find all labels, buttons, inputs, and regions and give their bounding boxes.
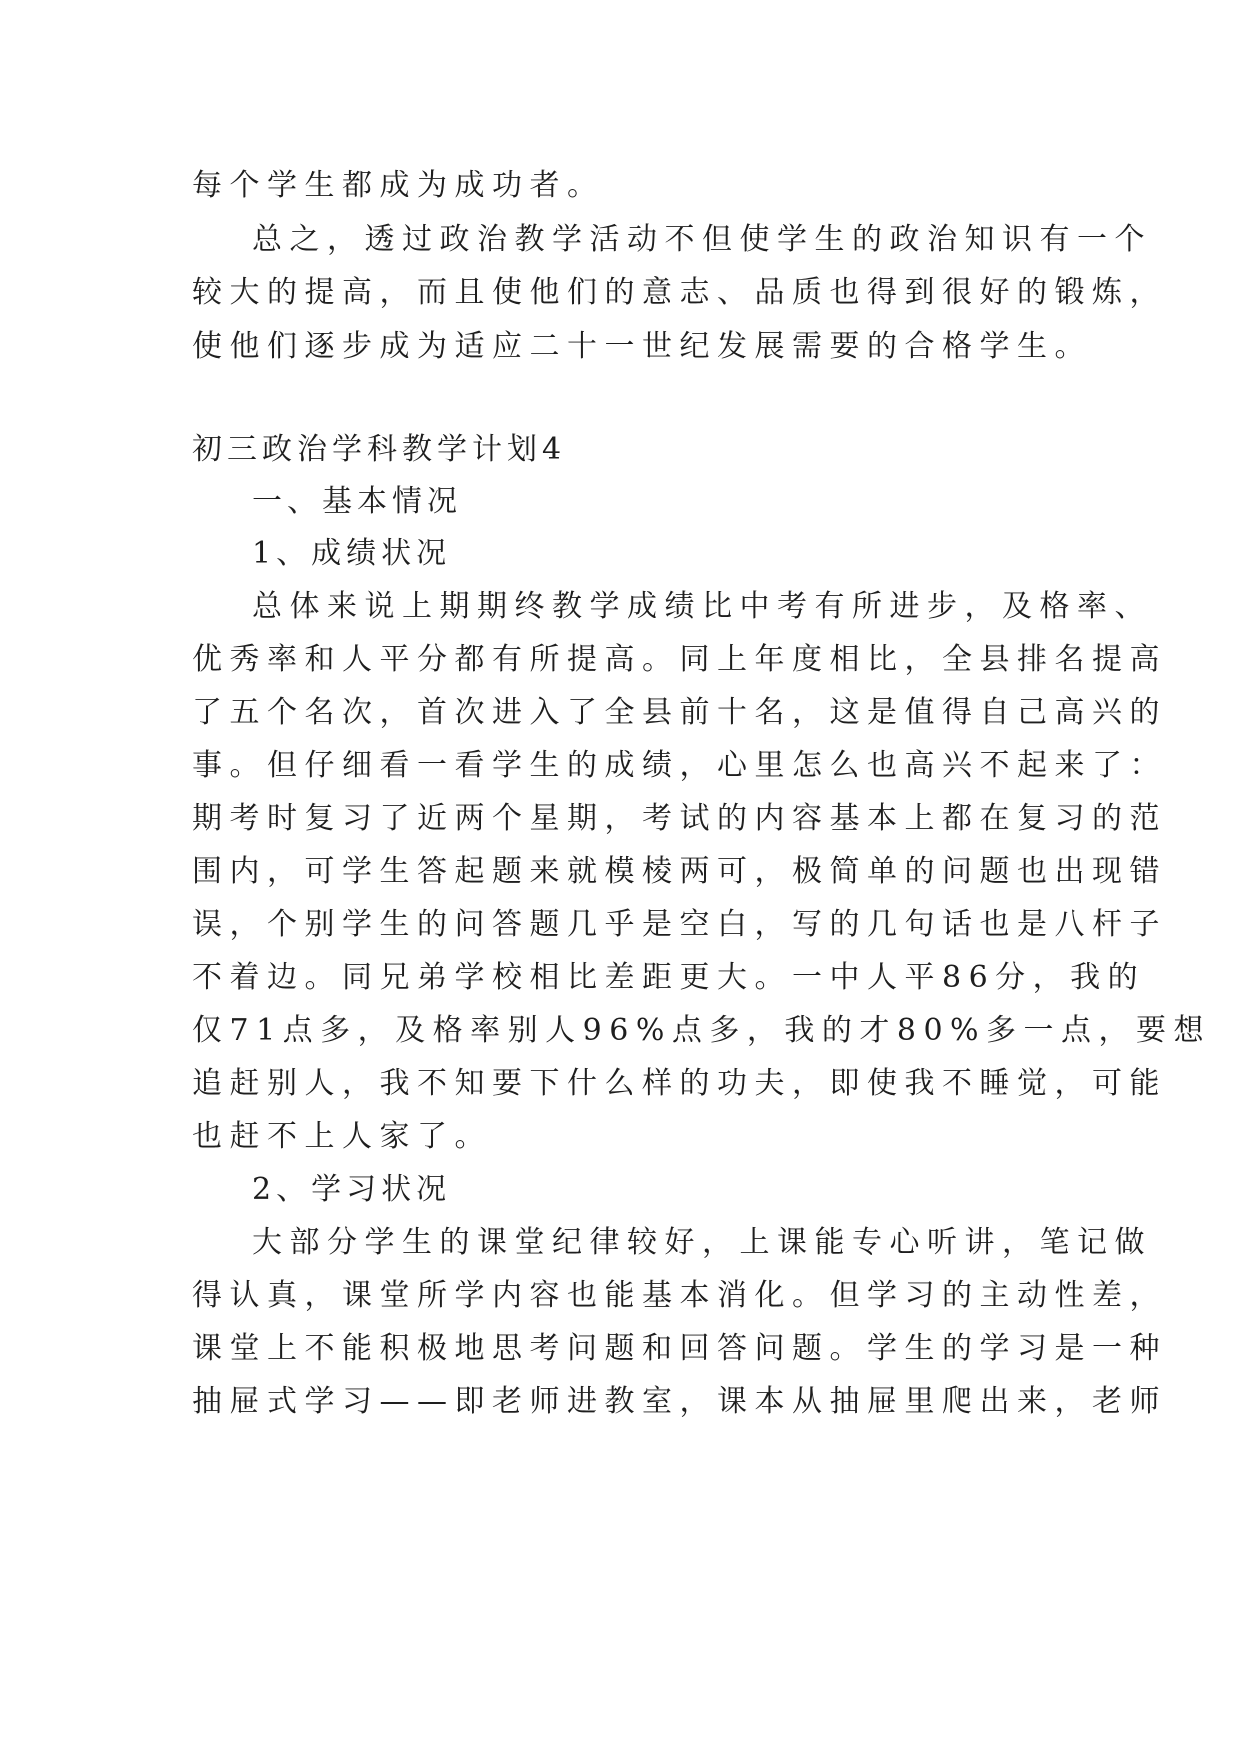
subsection-heading: 1、成绩状况 [252,536,452,571]
paragraph-line: 误，个别学生的问答题几乎是空白，写的几句话也是八杆子 [192,907,1167,942]
paragraph-line: 期考时复习了近两个星期，考试的内容基本上都在复习的范 [192,801,1167,836]
subsection-heading: 2、学习状况 [252,1172,452,1207]
paragraph-line: 优秀率和人平分都有所提高。同上年度相比，全县排名提高 [192,642,1167,677]
paragraph-line: 也赶不上人家了。 [192,1119,492,1154]
paragraph-line: 课堂上不能积极地思考问题和回答问题。学生的学习是一种 [192,1331,1167,1366]
paragraph-line: 围内，可学生答起题来就模棱两可，极简单的问题也出现错 [192,854,1167,889]
paragraph-line: 较大的提高，而且使他们的意志、品质也得到很好的锻炼， [192,275,1167,310]
paragraph-line: 事。但仔细看一看学生的成绩，心里怎么也高兴不起来了： [192,748,1167,783]
paragraph-line: 抽屉式学习——即老师进教室，课本从抽屉里爬出来，老师 [192,1384,1167,1419]
paragraph-line: 得认真，课堂所学内容也能基本消化。但学习的主动性差， [192,1278,1167,1313]
paragraph-line: 使他们逐步成为适应二十一世纪发展需要的合格学生。 [192,329,1092,364]
paragraph-line: 大部分学生的课堂纪律较好，上课能专心听讲，笔记做 [252,1225,1152,1260]
paragraph-line: 追赶别人，我不知要下什么样的功夫，即使我不睡觉，可能 [192,1066,1167,1101]
paragraph-line: 不着边。同兄弟学校相比差距更大。一中人平86分，我的 [192,960,1146,995]
paragraph-line: 仅71点多，及格率别人96%点多，我的才80%多一点，要想 [192,1013,1212,1048]
paragraph-line: 每个学生都成为成功者。 [192,168,605,203]
section-title: 初三政治学科教学计划4 [192,432,567,467]
paragraph-line: 总之，透过政治教学活动不但使学生的政治知识有一个 [252,222,1152,257]
section-heading: 一、基本情况 [252,484,462,519]
paragraph-line: 了五个名次，首次进入了全县前十名，这是值得自己高兴的 [192,695,1167,730]
paragraph-line: 总体来说上期期终教学成绩比中考有所进步，及格率、 [252,589,1152,624]
